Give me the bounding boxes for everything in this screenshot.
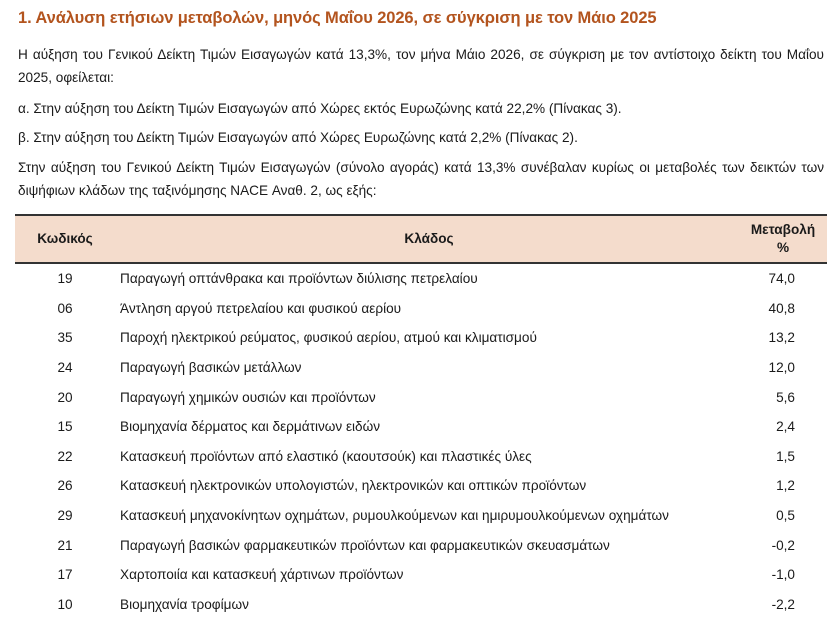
row-branch: Άντληση αργού πετρελαίου και φυσικού αερίου bbox=[120, 300, 402, 316]
row-change: 40,8 bbox=[768, 300, 795, 316]
row-change: 1,5 bbox=[776, 448, 795, 464]
table-row bbox=[15, 501, 827, 531]
table-row bbox=[15, 530, 827, 560]
intro-paragraph: Η αύξηση του Γενικού Δείκτη Τιμών Εισαγωγών κατά 13,3%, τον μήνα Μάιο 2026, σε σύγκριση με τον αντίστοιχο δείκτη του Μαΐου 2025, οφείλεται: bbox=[18, 47, 824, 85]
row-code: 35 bbox=[57, 330, 73, 346]
table-row bbox=[15, 590, 827, 620]
row-branch: Παραγωγή οπτάνθρακα και προϊόντων διύλισης πετρελαίου bbox=[120, 271, 478, 287]
contribution-paragraph: Στην αύξηση του Γενικού Δείκτη Τιμών Εισαγωγών (σύνολο αγοράς) κατά 13,3% συνέβαλαν κυρίως οι μεταβολές των δεικτών των διψήφιων κλάδων της ταξινόμησης NACE Αναθ. 2, ως εξής: bbox=[18, 160, 824, 198]
row-code: 29 bbox=[57, 508, 73, 524]
row-branch: Κατασκευή μηχανοκίνητων οχημάτων, ρυμουλκούμενων και ημιρυμουλκούμενων οχημάτων bbox=[120, 508, 669, 524]
section-heading: 1. Ανάλυση ετήσιων μεταβολών, μηνός Μαΐου 2026, σε σύγκριση με τον Μάιο 2025 bbox=[18, 9, 657, 27]
table-row bbox=[15, 412, 827, 442]
row-branch: Κατασκευή προϊόντων από ελαστικό (καουτσούκ) και πλαστικές ύλες bbox=[120, 448, 532, 464]
row-change: 5,6 bbox=[776, 389, 795, 405]
row-branch: Παροχή ηλεκτρικού ρεύματος, φυσικού αερίου, ατμού και κλιματισμού bbox=[120, 330, 537, 346]
row-code: 06 bbox=[57, 300, 73, 316]
row-branch: Παραγωγή βασικών μετάλλων bbox=[120, 360, 302, 376]
row-branch: Βιομηχανία δέρματος και δερμάτινων ειδών bbox=[120, 419, 381, 435]
row-code: 10 bbox=[57, 596, 73, 612]
row-code: 24 bbox=[57, 360, 73, 376]
row-change: 13,2 bbox=[768, 330, 795, 346]
row-branch: Βιομηχανία τροφίμων bbox=[120, 596, 249, 612]
row-change: 2,4 bbox=[776, 419, 795, 435]
table-row bbox=[15, 471, 827, 501]
row-change: 1,2 bbox=[776, 478, 795, 494]
header-change bbox=[743, 215, 827, 263]
row-code: 15 bbox=[57, 419, 73, 435]
row-code: 17 bbox=[57, 567, 73, 583]
row-change: 74,0 bbox=[768, 271, 795, 287]
table-row bbox=[15, 294, 827, 324]
row-code: 22 bbox=[57, 448, 73, 464]
row-branch: Χαρτοποιία και κατασκευή χάρτινων προϊόντων bbox=[120, 567, 404, 583]
table-row bbox=[15, 353, 827, 383]
table-row bbox=[15, 442, 827, 472]
row-code: 20 bbox=[57, 389, 73, 405]
table-body bbox=[15, 263, 827, 619]
header-change-line1: Μεταβολή bbox=[750, 222, 816, 237]
table-row bbox=[15, 323, 827, 353]
table-row bbox=[15, 263, 827, 294]
header-code: Κωδικός bbox=[37, 231, 93, 246]
row-change: 0,5 bbox=[776, 508, 795, 524]
point-a-paragraph: α. Στην αύξηση του Δείκτη Τιμών Εισαγωγών από Χώρες εκτός Ευρωζώνης κατά 22,2% (Πίνακας 3). bbox=[18, 101, 622, 116]
table-row bbox=[15, 560, 827, 590]
header-change-line2: % bbox=[776, 240, 790, 255]
row-code: 19 bbox=[57, 271, 73, 287]
row-branch: Παραγωγή χημικών ουσιών και προϊόντων bbox=[120, 389, 376, 405]
row-change: -0,2 bbox=[771, 537, 795, 553]
nace-change-table bbox=[15, 214, 827, 619]
row-code: 21 bbox=[57, 537, 73, 553]
row-branch: Κατασκευή ηλεκτρονικών υπολογιστών, ηλεκτρονικών και οπτικών προϊόντων bbox=[120, 478, 587, 494]
header-branch: Κλάδος bbox=[404, 231, 454, 246]
point-b-paragraph: β. Στην αύξηση του Δείκτη Τιμών Εισαγωγών από Χώρες Ευρωζώνης κατά 2,2% (Πίνακας 2). bbox=[18, 130, 578, 145]
row-change: -1,0 bbox=[771, 567, 795, 583]
table-row bbox=[15, 382, 827, 412]
table-header-row bbox=[15, 215, 827, 263]
row-code: 26 bbox=[57, 478, 73, 494]
row-branch: Παραγωγή βασικών φαρμακευτικών προϊόντων και φαρμακευτικών σκευασμάτων bbox=[120, 537, 610, 553]
row-change: -2,2 bbox=[771, 596, 795, 612]
row-change: 12,0 bbox=[768, 360, 795, 376]
